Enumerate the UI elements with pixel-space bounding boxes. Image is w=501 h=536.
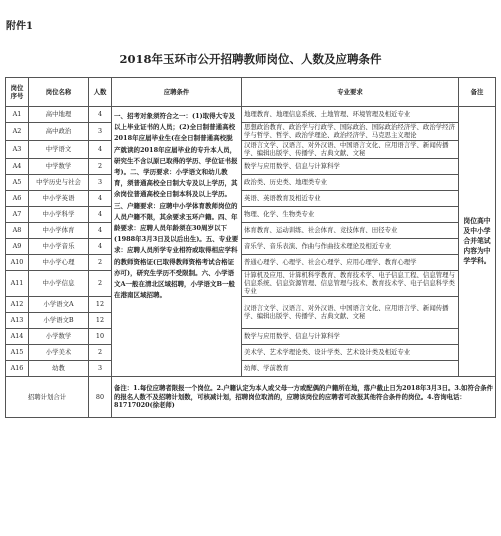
table-row <box>6 238 496 254</box>
cell-seq: A5 <box>6 174 29 190</box>
cell-major: 数学与应用数学、信息与计算科学 <box>242 328 459 344</box>
cell-major: 数学与应用数学、信息与计算科学 <box>242 158 459 174</box>
attachment-label: 附件1 <box>6 21 33 32</box>
cell-name: 幼教 <box>29 360 89 376</box>
cell-seq: A8 <box>6 222 29 238</box>
cell-seq: A14 <box>6 328 29 344</box>
cell-major: 汉语言文学、汉语言、对外汉语、中国语言文化、应用语言学、新闻传播学、编辑出版学、传播学、古典文献、文秘 <box>242 140 459 158</box>
cell-name: 小学数学 <box>29 328 89 344</box>
table-row <box>6 296 496 312</box>
cell-seq: A10 <box>6 254 29 270</box>
document-title: 2018年玉环市公开招聘教师岗位、人数及应聘条件 <box>119 52 382 66</box>
cell-count: 2 <box>89 344 112 360</box>
cell-major: 地理教育、地理信息系统、土地管理、环境管理及相近专业 <box>242 107 459 123</box>
cell-count: 10 <box>89 328 112 344</box>
table-row <box>6 270 496 296</box>
header-conditions: 应聘条件 <box>112 78 242 107</box>
cell-count: 4 <box>89 238 112 254</box>
cell-seq: A1 <box>6 107 29 123</box>
cell-major: 汉语言文学、汉语言、对外汉语、中国语言文化、应用语言学、新闻传播学、编辑出版学、传播学、古典文献、文秘 <box>242 296 459 328</box>
header-seq: 岗位序号 <box>6 78 29 107</box>
cell-name: 高中地理 <box>29 107 89 123</box>
table-header-row <box>6 78 496 107</box>
table-row <box>6 107 496 123</box>
cell-count: 2 <box>89 158 112 174</box>
cell-count: 2 <box>89 254 112 270</box>
footnote-cell: 备注：1.每位应聘者限报一个岗位。2.户籍认定为本人或父母一方或配偶的户籍所在地，落户截止日为2018年3月3日。3.如符合条件的报名人数不及招聘计划数，可核减计划，招聘岗位取消的，应聘该岗位的应聘者可改报其他符合条件的岗位。4.咨询电话：81717020(徐老师) <box>112 376 496 417</box>
positions-table <box>5 77 496 418</box>
cell-major: 普通心理学、心理学、社会心理学、应用心理学、教育心理学 <box>242 254 459 270</box>
cell-major: 计算机及应用、计算机科学教育、教育技术学、电子信息工程、信息管理与信息系统、信息资源管理、信息管理与技术、教育技术学、电子信息科学类专业 <box>242 270 459 296</box>
cell-seq: A11 <box>6 270 29 296</box>
table-row <box>6 344 496 360</box>
cell-count: 2 <box>89 270 112 296</box>
cell-count: 3 <box>89 360 112 376</box>
cell-major: 物理、化学、生物类专业 <box>242 206 459 222</box>
cell-name: 中小学音乐 <box>29 238 89 254</box>
table-row <box>6 328 496 344</box>
cell-count: 12 <box>89 312 112 328</box>
cell-major: 美术学、艺术学理论类、设计学类、艺术设计类及相近专业 <box>242 344 459 360</box>
header-remark: 备注 <box>459 78 496 107</box>
cell-count: 4 <box>89 140 112 158</box>
table-row <box>6 190 496 206</box>
cell-name: 中学语文 <box>29 140 89 158</box>
cell-name: 中小学信息 <box>29 270 89 296</box>
cell-count: 4 <box>89 107 112 123</box>
remark-cell: 岗位高中及中小学合并笔试内容为中学学科。 <box>459 107 496 377</box>
cell-name: 中小学英语 <box>29 190 89 206</box>
cell-seq: A13 <box>6 312 29 328</box>
cell-count: 3 <box>89 123 112 141</box>
table-row <box>6 140 496 158</box>
cell-name: 中学数学 <box>29 158 89 174</box>
table-row <box>6 123 496 141</box>
table-row <box>6 158 496 174</box>
cell-seq: A12 <box>6 296 29 312</box>
cell-major: 幼师、学前教育 <box>242 360 459 376</box>
cell-major: 英语、英语教育及相近专业 <box>242 190 459 206</box>
cell-seq: A7 <box>6 206 29 222</box>
cell-name: 高中政治 <box>29 123 89 141</box>
cell-major: 体育教育、运动训练、社会体育、竞技体育、田径专业 <box>242 222 459 238</box>
cell-name: 中小学心理 <box>29 254 89 270</box>
conditions-cell: 一、招考对象须符合之一：(1)取得大专及以上毕业证书的人员；(2)全日制普通高校2018年应届毕业生(在全日制普通高校脱产就读的2018年应届毕业的专升本人员，研究生不含以原已取得的学历、学位证书报考)。二、学历要求：小学语文和幼儿教育，须普通高校全日制大专及以上学历，其余岗位普通高校全日制本科及以上学历。三、户籍要求：应聘中小学体育教师岗位的人员户籍不限，其余要求玉环户籍。四、年龄要求：应聘人员年龄须在30周岁以下(1988年3月3日及以后出生)。五、专业要求：应聘人员所学专业相符或取得相应学科的教师资格证(已取得教师资格考试合格证亦可)，研究生学历不受限制。六、小学语文A一般在清北区域招聘，小学语文B一般在港南区域招聘。 <box>112 107 242 377</box>
table-row <box>6 206 496 222</box>
cell-count: 4 <box>89 190 112 206</box>
header-major: 专业要求 <box>242 78 459 107</box>
cell-seq: A2 <box>6 123 29 141</box>
table-row <box>6 254 496 270</box>
table-row <box>6 360 496 376</box>
cell-seq: A15 <box>6 344 29 360</box>
cell-name: 小学美术 <box>29 344 89 360</box>
cell-count: 4 <box>89 222 112 238</box>
total-label: 招聘计划合计 <box>6 376 89 417</box>
table-row <box>6 222 496 238</box>
header-name: 岗位名称 <box>29 78 89 107</box>
cell-count: 12 <box>89 296 112 312</box>
cell-seq: A9 <box>6 238 29 254</box>
cell-name: 中小学科学 <box>29 206 89 222</box>
cell-major: 政治类、历史类、地理类专业 <box>242 174 459 190</box>
table-row <box>6 174 496 190</box>
cell-count: 4 <box>89 206 112 222</box>
total-count: 80 <box>89 376 112 417</box>
cell-seq: A4 <box>6 158 29 174</box>
cell-name: 中小学体育 <box>29 222 89 238</box>
cell-seq: A3 <box>6 140 29 158</box>
cell-name: 小学语文B <box>29 312 89 328</box>
cell-name: 中学历史与社会 <box>29 174 89 190</box>
cell-count: 3 <box>89 174 112 190</box>
cell-seq: A6 <box>6 190 29 206</box>
cell-name: 小学语文A <box>29 296 89 312</box>
cell-seq: A16 <box>6 360 29 376</box>
cell-major: 音乐学、音乐表演、作曲与作曲技术理论及相近专业 <box>242 238 459 254</box>
total-row <box>6 376 496 417</box>
cell-major: 思想政治教育、政治学与行政学、国际政治、国际政治经济学、政治学经济学与哲学、哲学、政治学理论、政治经济学、马克思主义理论 <box>242 123 459 141</box>
header-count: 人数 <box>89 78 112 107</box>
